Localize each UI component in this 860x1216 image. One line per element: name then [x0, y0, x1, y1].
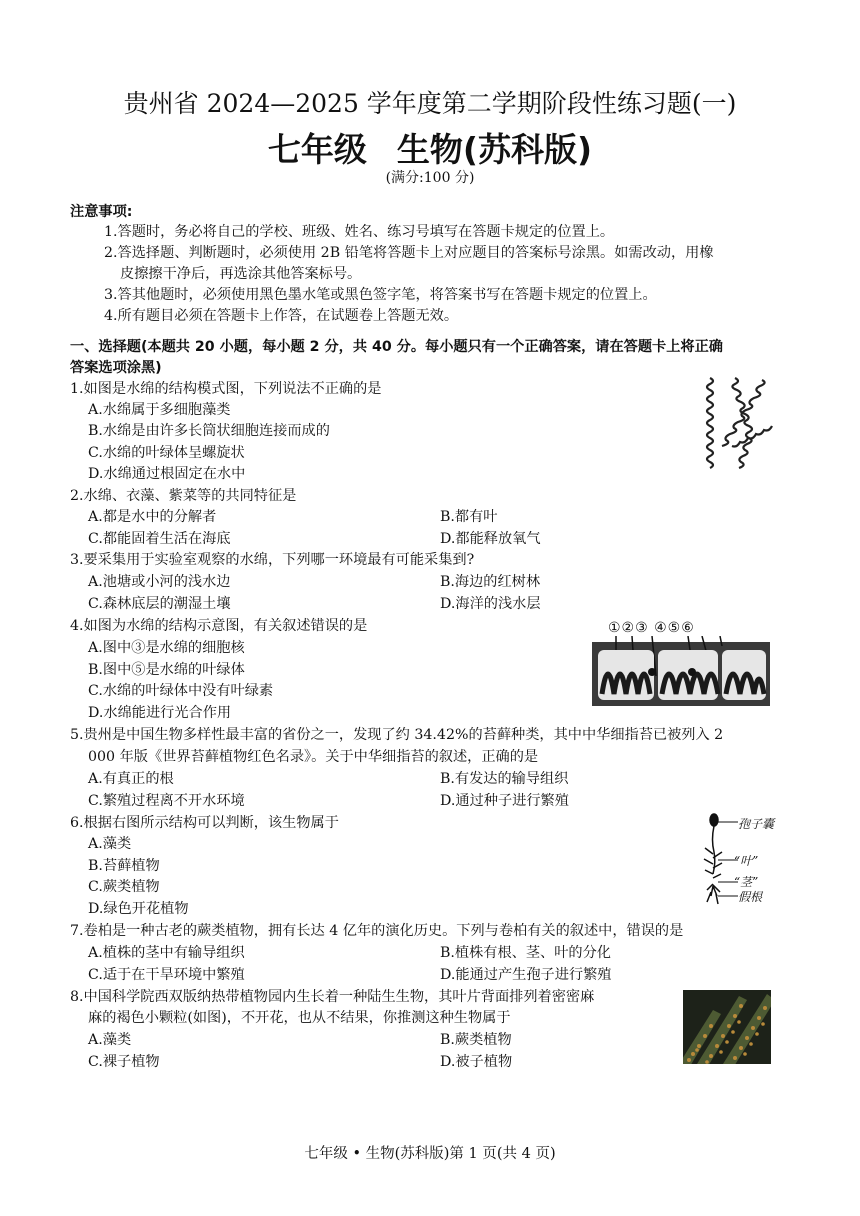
label-sporangium: 孢子囊: [738, 817, 775, 831]
question-4-option-a: A.图中③是水绵的细胞核: [88, 640, 245, 656]
question-8-option-d: D.被子植物: [440, 1054, 513, 1070]
question-6-option-a: A.藻类: [88, 836, 132, 852]
full-score: (满分:100 分): [385, 170, 475, 186]
question-6-stem: 6.根据右图所示结构可以判断，该生物属于: [70, 815, 339, 831]
question-1-option-b: B.水绵是由许多长筒状细胞连接而成的: [88, 423, 330, 439]
question-5-option-c: C.繁殖过程离不开水环境: [88, 793, 245, 809]
question-3-option-b: B.海边的红树林: [440, 574, 541, 590]
question-7-option-a: A.植株的茎中有输导组织: [88, 945, 245, 961]
question-3-stem: 3.要采集用于实验室观察的水绵，下列哪一环境最有可能采集到?: [70, 552, 475, 568]
question-8-stem-cont: 麻的褐色小颗粒(如图)，不开花，也从不结果，你推测这种生物属于: [88, 1010, 511, 1026]
fern-sori-photo: [683, 990, 771, 1064]
question-1-option-a: A.水绵属于多细胞藻类: [88, 402, 231, 418]
question-4-stem: 4.如图为水绵的结构示意图，有关叙述错误的是: [70, 618, 368, 634]
page-footer: 七年级 • 生物(苏科版)第 1 页(共 4 页): [304, 1146, 556, 1162]
question-5-option-b: B.有发达的输导组织: [440, 771, 569, 787]
question-8-stem: 8.中国科学院西双版纳热带植物园内生长着一种陆生生物，其叶片背面排列着密密麻: [70, 989, 595, 1005]
grade-label: 七年级: [267, 130, 367, 169]
exam-subtitle: [0, 124, 860, 171]
question-6-option-c: C.蕨类植物: [88, 879, 160, 895]
notice-item: 3.答其他题时，必须使用黑色墨水笔或黑色签字笔，将答案书写在答题卡规定的位置上。: [104, 287, 657, 303]
label-rhizoid: 假根: [738, 890, 763, 904]
question-6-option-b: B.苔藓植物: [88, 858, 160, 874]
question-2-option-a: A.都是水中的分解者: [88, 509, 217, 525]
question-7-option-b: B.植株有根、茎、叶的分化: [440, 945, 611, 961]
notice-item: 4.所有题目必须在答题卡上作答，在试题卷上答题无效。: [104, 308, 459, 324]
question-4-option-b: B.图中⑤是水绵的叶绿体: [88, 662, 245, 678]
question-4-option-c: C.水绵的叶绿体中没有叶绿素: [88, 683, 274, 699]
question-8-option-a: A.藻类: [88, 1032, 132, 1048]
question-2-option-c: C.都能固着生活在海底: [88, 531, 231, 547]
question-3-option-a: A.池塘或小河的浅水边: [88, 574, 231, 590]
figure-4-labels: ①②③ ④⑤⑥: [608, 620, 695, 636]
question-3-option-c: C.森林底层的潮湿土壤: [88, 596, 231, 612]
question-6-option-d: D.绿色开花植物: [88, 901, 189, 917]
question-2-stem: 2.水绵、衣藻、紫菜等的共同特征是: [70, 488, 297, 504]
question-7-option-d: D.能通过产生孢子进行繁殖: [440, 967, 612, 983]
subject-label: 生物(苏科版): [396, 130, 593, 169]
spirogyra-cell-figure: [592, 636, 770, 712]
question-5-option-a: A.有真正的根: [88, 771, 174, 787]
question-1-stem: 1.如图是水绵的结构模式图，下列说法不正确的是: [70, 381, 382, 397]
question-8-option-c: C.裸子植物: [88, 1054, 160, 1070]
question-7-option-c: C.适于在干旱环境中繁殖: [88, 967, 245, 983]
section-header-cont: 答案选项涂黑): [70, 360, 162, 376]
notice-item: 2.答选择题、判断题时，必须使用 2B 铅笔将答题卡上对应题目的答案标号涂黑。如需改动，用橡: [104, 245, 714, 261]
notice-item: 皮擦擦干净后，再选涂其他答案标号。: [120, 266, 362, 282]
question-2-option-d: D.都能释放氧气: [440, 531, 541, 547]
question-1-option-c: C.水绵的叶绿体呈螺旋状: [88, 445, 245, 461]
question-1-option-d: D.水绵通过根固定在水中: [88, 466, 246, 482]
question-3-option-d: D.海洋的浅水层: [440, 596, 541, 612]
question-2-option-b: B.都有叶: [440, 509, 498, 525]
section-header: 一、选择题(本题共 20 小题，每小题 2 分，共 40 分。每小题只有一个正确答案，请在答题卡上将正确: [70, 339, 723, 355]
notice-heading: 注意事项:: [70, 204, 133, 220]
question-8-option-b: B.蕨类植物: [440, 1032, 512, 1048]
label-leaf: “叶”: [734, 854, 759, 868]
notice-item: 1.答题时，务必将自己的学校、班级、姓名、练习号填写在答题卡规定的位置上。: [104, 224, 615, 240]
question-5-stem-cont: 000 年版《世界苔藓植物红色名录》。关于中华细指苔的叙述，正确的是: [88, 749, 539, 765]
question-7-stem: 7.卷柏是一种古老的蕨类植物，拥有长达 4 亿年的演化历史。下列与卷柏有关的叙述中，错误的是: [70, 923, 684, 939]
spirogyra-filament-figure: [700, 374, 780, 474]
label-stem: “茎”: [734, 875, 759, 889]
question-4-option-d: D.水绵能进行光合作用: [88, 705, 232, 721]
question-5-stem: 5.贵州是中国生物多样性最丰富的省份之一，发现了约 34.42%的苔藓种类，其中中华细指苔已被列入 2: [70, 727, 724, 743]
exam-title: 贵州省 2024—2025 学年度第二学期阶段性练习题(一): [123, 89, 737, 118]
question-5-option-d: D.通过种子进行繁殖: [440, 793, 569, 809]
